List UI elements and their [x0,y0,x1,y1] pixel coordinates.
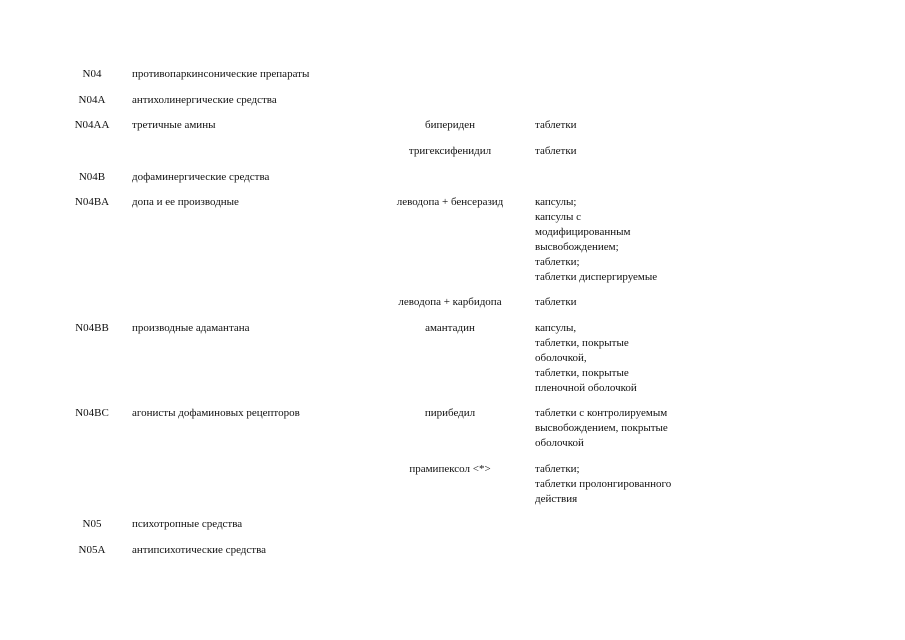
atc-group-name: психотропные средства [132,518,243,530]
dosage-form: капсулы; капсулы с модифицированным высвобождением; таблетки; таблетки диспергируемые [535,196,658,283]
dosage-form: таблетки [535,145,577,157]
atc-code: N05 [82,518,102,530]
atc-code: N04AA [74,119,110,131]
atc-group-name: третичные амины [132,119,216,131]
atc-code: N04BC [75,407,109,419]
drug-name: пирибедил [424,407,476,419]
atc-code: N04 [82,68,102,80]
atc-code: N05A [78,544,106,556]
atc-code: N04A [78,94,106,106]
atc-group-name: антипсихотические средства [132,544,267,556]
atc-group-name: производные адамантана [132,322,250,334]
dosage-form: капсулы, таблетки, покрытые оболочкой, таблетки, покрытые пленочной оболочкой [535,322,637,394]
atc-group-name: противопаркинсонические препараты [132,68,310,80]
drug-name: тригексифенидил [408,145,492,157]
atc-code: N04BA [74,196,110,208]
atc-code: N04BB [75,322,109,334]
atc-group-name: агонисты дофаминовых рецепторов [132,407,300,419]
dosage-form: таблетки [535,119,577,131]
drug-name: амантадин [425,322,475,334]
atc-group-name: дофаминергические средства [132,171,270,183]
dosage-form: таблетки; таблетки пролонгированного действия [535,463,672,505]
drug-name: прамипексол <*> [409,463,491,475]
drug-name: леводопа + карбидопа [398,296,502,308]
drug-name: леводопа + бенсеразид [396,196,504,208]
atc-group-name: допа и ее производные [132,196,239,208]
atc-group-name: антихолинергические средства [132,94,277,106]
drug-name: бипериден [424,119,475,131]
dosage-form: таблетки с контролируемым высвобождением, покрытые оболочкой [535,407,668,449]
dosage-form: таблетки [535,296,577,308]
atc-code: N04B [78,171,106,183]
